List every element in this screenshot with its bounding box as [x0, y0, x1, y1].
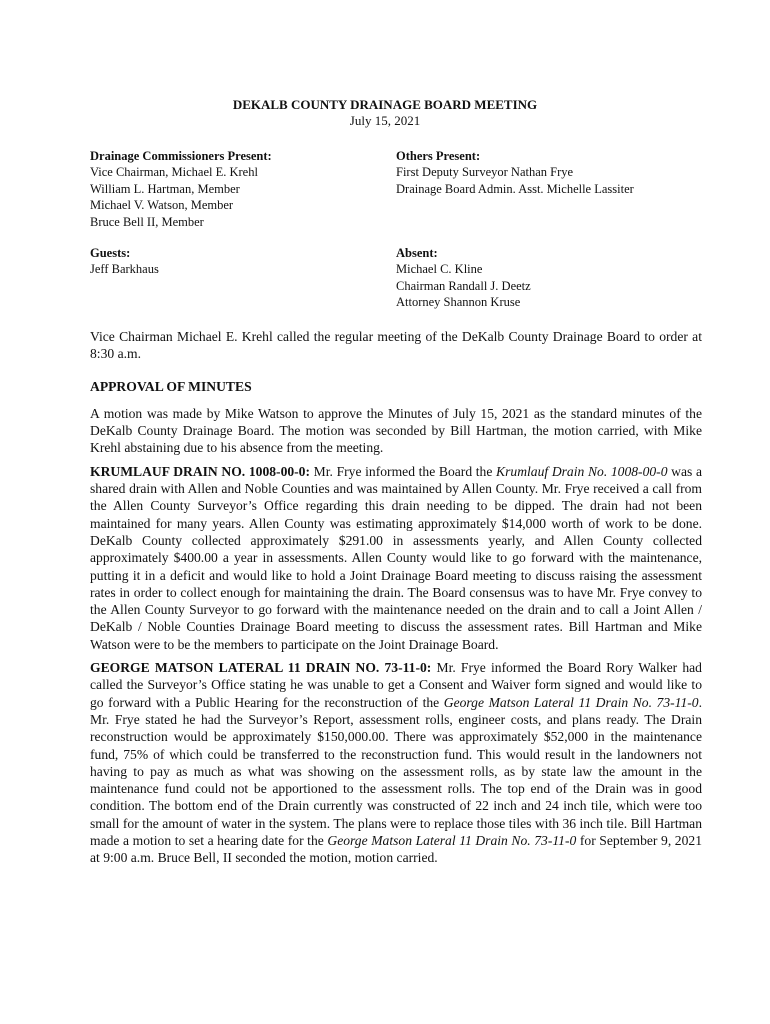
commissioner-item: Vice Chairman, Michael E. Krehl [90, 165, 258, 180]
matson-drain-name: George Matson Lateral 11 Drain No. 73-11-0 [327, 833, 577, 849]
minutes-body [90, 328, 702, 873]
absent-item: Attorney Shannon Kruse [396, 295, 521, 310]
commissioners-heading: Drainage Commissioners Present: [90, 149, 272, 163]
commissioner-item: Michael V. Watson, Member [90, 198, 234, 213]
krumlauf-heading: KRUMLAUF DRAIN NO. 1008-00-0: [90, 463, 311, 479]
commissioner-item: William L. Hartman, Member [90, 181, 240, 196]
intro-paragraph: Vice Chairman Michael E. Krehl called the regular meeting of the DeKalb County Drainage Board to order at 8:30 a.m. [90, 329, 702, 362]
guests-heading: Guests: [90, 246, 131, 260]
matson-text: Mr. Frye informed the Board Rory Walker had called the Surveyor’s Office stating he was unable to get a Consent and Waiver form signed and would like to go forward with a Public Hearing for the reconstruction of the [90, 660, 702, 710]
document-header [0, 97, 770, 129]
absent-heading: Absent: [396, 246, 438, 260]
matson-heading: GEORGE MATSON LATERAL 11 DRAIN NO. 73-11-0: [90, 660, 432, 676]
others-heading: Others Present: [396, 149, 481, 163]
others-present [396, 148, 634, 197]
matson-text: for September 9, 2021 at 9:00 a.m. Bruce Bell, II seconded the motion, motion carried. [90, 833, 702, 866]
matson-paragraph [90, 659, 702, 867]
guests-section [90, 245, 159, 278]
matson-drain-name: George Matson Lateral 11 Drain No. 73-11-0 [443, 694, 699, 710]
matson-text: . Mr. Frye stated he had the Surveyor’s Report, assessment rolls, engineer costs, and plans ready. The Drain reconstruction would be approximately $150,000.00. There was approximately $52,000 in the maintenance fund, 75% of which could be transferred to the reconstruction fund. This would result in the landowners not having to pay as much as what was showing on the assessment rolls, as by state law the amount in the maintenance fund could not be apportioned to the assessment rolls. The top end of the Drain was in good condition. The bottom end of the Drain currently was constructed of 22 inch and 24 inch tile, which were too small for the amount of water in the system. The plans were to replace those tiles with 36 inch tile. Bill Hartman made a motion to set a hearing date for the [90, 694, 702, 849]
others-item: Drainage Board Admin. Asst. Michelle Lassiter [396, 181, 634, 196]
absent-item: Michael C. Kline [396, 262, 483, 277]
commissioners-present [90, 148, 272, 230]
meeting-date: July 15, 2021 [349, 113, 421, 128]
krumlauf-drain-name: Krumlauf Drain No. 1008-00-0 [496, 463, 668, 479]
krumlauf-paragraph [90, 463, 702, 653]
krumlauf-text: Mr. Frye informed the Board the [310, 463, 497, 479]
commissioner-item: Bruce Bell II, Member [90, 214, 204, 229]
absent-item: Chairman Randall J. Deetz [396, 278, 531, 293]
krumlauf-text: was a shared drain with Allen and Noble Counties and was maintained by Allen County. Mr. Frye received a call from the Allen County Surveyor’s Office regarding this drain needing to be dipped. The drain had not been maintained for many years. Allen County was estimating approximately $14,000 worth of work to be done. DeKalb County collected approximately $291.00 in assessments yearly, and Allen County collected approximately $400.00 a year in assessments. Allen County would like to go forward with the maintenance, putting it in a deficit and would like to hold a Joint Drainage Board meeting to discuss raising the assessment rates in order to collect enough for maintaining the drain. The Board consensus was to have Mr. Frye convey to the Allen County Surveyor to go forward with the maintenance needed on the drain and to call a Joint Allen / DeKalb / Noble Counties Drainage Board meeting to discuss the assessment rates. Bill Hartman and Mike Watson were to be the members to participate on the Joint Drainage Board. [90, 463, 702, 652]
meeting-title: DEKALB COUNTY DRAINAGE BOARD MEETING [232, 97, 538, 112]
guest-item: Jeff Barkhaus [90, 262, 159, 277]
absent-section [396, 245, 531, 311]
approval-heading: APPROVAL OF MINUTES [90, 378, 252, 394]
others-item: First Deputy Surveyor Nathan Frye [396, 165, 574, 180]
approval-paragraph: A motion was made by Mike Watson to approve the Minutes of July 15, 2021 as the standard minutes of the DeKalb County Drainage Board. The motion was seconded by Bill Hartman, the motion carried, with Mike Krehl abstaining due to his absence from the meeting. [90, 405, 702, 456]
